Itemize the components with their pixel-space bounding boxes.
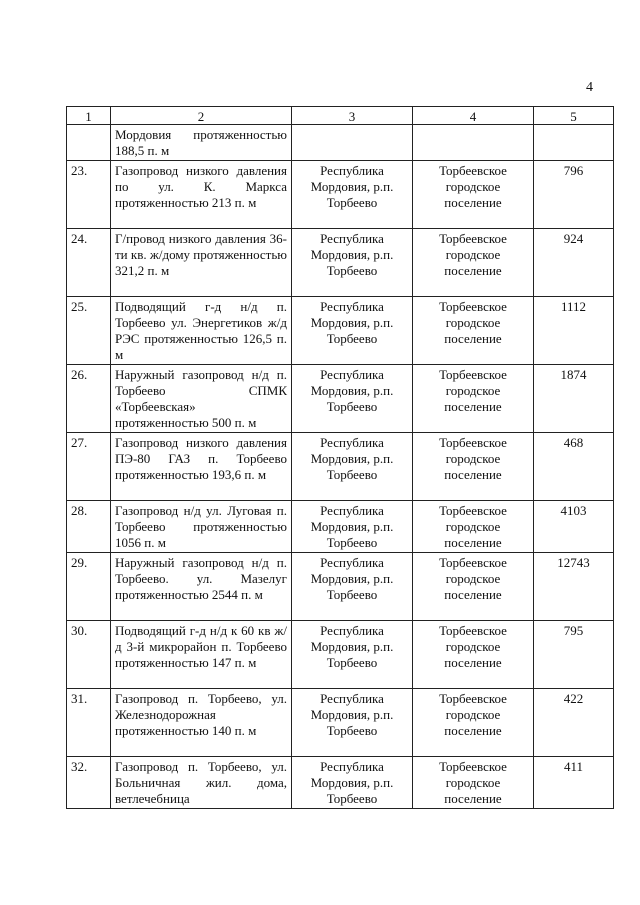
table-row bbox=[67, 501, 614, 553]
row-number: 23. bbox=[67, 161, 111, 229]
continuation-settlement-cell bbox=[413, 125, 534, 161]
region: Республика Мордовия, р.п. Торбеево bbox=[292, 161, 413, 229]
row-number: 24. bbox=[67, 229, 111, 297]
column-number-4: 4 bbox=[413, 107, 534, 125]
settlement: Торбеевское городское поселение bbox=[413, 621, 534, 689]
book-value: 12743 bbox=[534, 553, 614, 621]
table-row bbox=[67, 433, 614, 501]
row-number: 31. bbox=[67, 689, 111, 757]
region: Республика Мордовия, р.п. Торбеево bbox=[292, 553, 413, 621]
region: Республика Мордовия, р.п. Торбеево bbox=[292, 297, 413, 365]
region: Республика Мордовия, р.п. Торбеево bbox=[292, 365, 413, 433]
settlement: Торбеевское городское поселение bbox=[413, 553, 534, 621]
row-number: 28. bbox=[67, 501, 111, 553]
pipeline-description: Газопровод низкого давления ПЭ-80 ГАЗ п. Торбеево протяженностью 193,6 п. м bbox=[111, 433, 292, 501]
column-number-3: 3 bbox=[292, 107, 413, 125]
region: Республика Мордовия, р.п. Торбеево bbox=[292, 621, 413, 689]
continuation-num-cell bbox=[67, 125, 111, 161]
book-value: 1874 bbox=[534, 365, 614, 433]
column-number-1: 1 bbox=[67, 107, 111, 125]
settlement: Торбеевское городское поселение bbox=[413, 501, 534, 553]
settlement: Торбеевское городское поселение bbox=[413, 689, 534, 757]
column-number-5: 5 bbox=[534, 107, 614, 125]
book-value: 422 bbox=[534, 689, 614, 757]
row-number: 30. bbox=[67, 621, 111, 689]
table-row bbox=[67, 757, 614, 809]
book-value: 4103 bbox=[534, 501, 614, 553]
row-number: 27. bbox=[67, 433, 111, 501]
settlement: Торбеевское городское поселение bbox=[413, 229, 534, 297]
row-number: 25. bbox=[67, 297, 111, 365]
row-number: 29. bbox=[67, 553, 111, 621]
region: Республика Мордовия, р.п. Торбеево bbox=[292, 689, 413, 757]
pipeline-description: Газопровод п. Торбеево, ул. Больничная жил. дома, ветлечебница bbox=[111, 757, 292, 809]
continuation-description: Мордовия протяженностью 188,5 п. м bbox=[111, 125, 292, 161]
region: Республика Мордовия, р.п. Торбеево bbox=[292, 501, 413, 553]
region: Республика Мордовия, р.п. Торбеево bbox=[292, 757, 413, 809]
settlement: Торбеевское городское поселение bbox=[413, 161, 534, 229]
table-row bbox=[67, 365, 614, 433]
pipeline-description: Г/провод низкого давления 36-ти кв. ж/дому протяженностью 321,2 п. м bbox=[111, 229, 292, 297]
book-value: 795 bbox=[534, 621, 614, 689]
book-value: 796 bbox=[534, 161, 614, 229]
pipeline-description: Наружный газопровод н/д п. Торбеево. ул. Мазелуг протяженностью 2544 п. м bbox=[111, 553, 292, 621]
continuation-region-cell bbox=[292, 125, 413, 161]
pipeline-description: Подводящий г-д н/д п. Торбеево ул. Энергетиков ж/д РЭС протяженностью 126,5 п. м bbox=[111, 297, 292, 365]
column-number-header-row bbox=[67, 107, 614, 125]
pipeline-description: Подводящий г-д н/д к 60 кв ж/д 3-й микрорайон п. Торбеево протяженностью 147 п. м bbox=[111, 621, 292, 689]
book-value: 924 bbox=[534, 229, 614, 297]
pipeline-description: Газопровод п. Торбеево, ул. Железнодорожная протяженностью 140 п. м bbox=[111, 689, 292, 757]
pipeline-description: Наружный газопровод н/д п. Торбеево СПМК «Торбеевская» протяженностью 500 п. м bbox=[111, 365, 292, 433]
continuation-row bbox=[67, 125, 614, 161]
pipeline-description: Газопровод н/д ул. Луговая п. Торбеево протяженностью 1056 п. м bbox=[111, 501, 292, 553]
table-row bbox=[67, 621, 614, 689]
continuation-value-cell bbox=[534, 125, 614, 161]
settlement: Торбеевское городское поселение bbox=[413, 365, 534, 433]
gas-pipeline-registry-table bbox=[66, 106, 614, 809]
table-row bbox=[67, 229, 614, 297]
book-value: 468 bbox=[534, 433, 614, 501]
settlement: Торбеевское городское поселение bbox=[413, 757, 534, 809]
region: Республика Мордовия, р.п. Торбеево bbox=[292, 433, 413, 501]
column-number-2: 2 bbox=[111, 107, 292, 125]
region: Республика Мордовия, р.п. Торбеево bbox=[292, 229, 413, 297]
table-row bbox=[67, 161, 614, 229]
table-row bbox=[67, 689, 614, 757]
settlement: Торбеевское городское поселение bbox=[413, 297, 534, 365]
book-value: 1112 bbox=[534, 297, 614, 365]
table-row bbox=[67, 553, 614, 621]
row-number: 32. bbox=[67, 757, 111, 809]
settlement: Торбеевское городское поселение bbox=[413, 433, 534, 501]
table-row bbox=[67, 297, 614, 365]
pipeline-description: Газопровод низкого давления по ул. К. Маркса протяженностью 213 п. м bbox=[111, 161, 292, 229]
page-number: 4 bbox=[586, 80, 593, 95]
book-value: 411 bbox=[534, 757, 614, 809]
row-number: 26. bbox=[67, 365, 111, 433]
